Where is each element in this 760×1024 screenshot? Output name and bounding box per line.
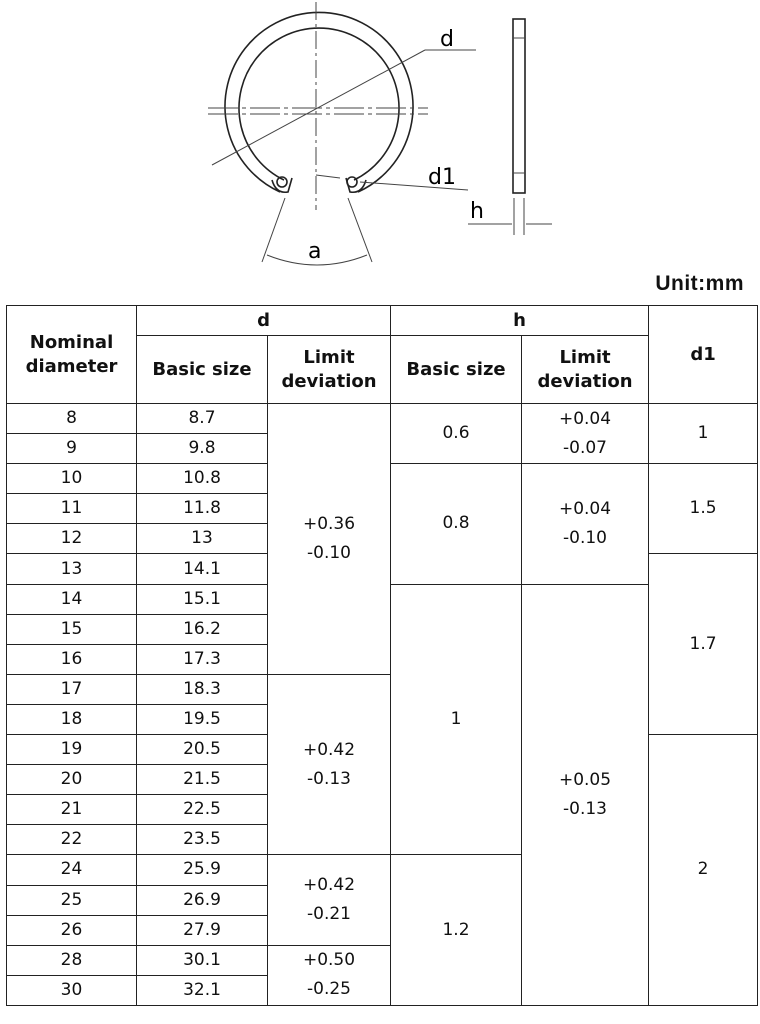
circlip-diagram xyxy=(200,0,560,270)
minus-deviation: -0.07 xyxy=(563,437,608,458)
h-limit-deviation-cell xyxy=(522,584,649,1005)
nominal-diameter-cell: 26 xyxy=(7,915,137,945)
nominal-diameter-cell: 24 xyxy=(7,855,137,885)
d-basic-size-cell: 17.3 xyxy=(137,644,268,674)
header-d1: d1 xyxy=(649,306,758,404)
nominal-diameter-cell: 16 xyxy=(7,644,137,674)
plus-deviation: +0.04 xyxy=(558,498,612,519)
d-basic-size-cell: 30.1 xyxy=(137,945,268,975)
d-basic-size-cell: 20.5 xyxy=(137,735,268,765)
header-h-basic-size: Basic size xyxy=(391,336,522,404)
ring-inner xyxy=(239,28,399,180)
ring-outer xyxy=(225,12,413,192)
h-limit-deviation-cell xyxy=(522,404,649,464)
nominal-diameter-cell: 28 xyxy=(7,945,137,975)
d-basic-size-cell: 11.8 xyxy=(137,494,268,524)
nominal-diameter-cell: 9 xyxy=(7,434,137,464)
d-limit-deviation-cell xyxy=(268,855,391,945)
d1-cell: 2 xyxy=(649,735,758,1006)
d-basic-size-cell: 21.5 xyxy=(137,765,268,795)
d-basic-size-cell: 27.9 xyxy=(137,915,268,945)
h-basic-size-cell: 0.6 xyxy=(391,404,522,464)
nominal-diameter-cell: 15 xyxy=(7,614,137,644)
plus-deviation: +0.50 xyxy=(302,950,356,971)
nominal-diameter-cell: 18 xyxy=(7,704,137,734)
nominal-diameter-cell: 10 xyxy=(7,464,137,494)
nominal-diameter-cell: 25 xyxy=(7,885,137,915)
nominal-diameter-cell: 22 xyxy=(7,825,137,855)
nominal-diameter-cell: 20 xyxy=(7,765,137,795)
d-limit-deviation-cell xyxy=(268,674,391,855)
d-basic-size-cell: 8.7 xyxy=(137,404,268,434)
d-basic-size-cell: 10.8 xyxy=(137,464,268,494)
nominal-diameter-cell: 8 xyxy=(7,404,137,434)
d-limit-deviation-cell xyxy=(268,945,391,1005)
h-basic-size-cell: 0.8 xyxy=(391,464,522,584)
plus-deviation: +0.42 xyxy=(302,875,356,896)
d-basic-size-cell: 23.5 xyxy=(137,825,268,855)
minus-deviation: -0.21 xyxy=(307,904,351,925)
minus-deviation: -0.13 xyxy=(307,768,351,789)
h-basic-size-cell: 1 xyxy=(391,584,522,855)
d-basic-size-cell: 25.9 xyxy=(137,855,268,885)
label-d1: d1 xyxy=(428,165,456,190)
d-limit-deviation-cell xyxy=(268,404,391,675)
nominal-diameter-cell: 19 xyxy=(7,735,137,765)
d1-cell: 1 xyxy=(649,404,758,464)
label-a: a xyxy=(308,239,322,264)
d-basic-size-cell: 13 xyxy=(137,524,268,554)
nominal-diameter-cell: 14 xyxy=(7,584,137,614)
plus-deviation: +0.42 xyxy=(302,739,356,760)
table-row xyxy=(7,404,758,434)
nominal-diameter-cell: 13 xyxy=(7,554,137,584)
d1-cell: 1.5 xyxy=(649,464,758,554)
plus-deviation: +0.36 xyxy=(302,513,356,534)
plus-deviation: +0.04 xyxy=(558,408,612,429)
header-d: d xyxy=(137,306,391,336)
header-d-basic-size: Basic size xyxy=(137,336,268,404)
header-nominal-diameter: Nominal diameter xyxy=(7,306,137,404)
h-limit-deviation-cell xyxy=(522,464,649,584)
d-basic-size-cell: 18.3 xyxy=(137,674,268,704)
d-basic-size-cell: 14.1 xyxy=(137,554,268,584)
d-basic-size-cell: 15.1 xyxy=(137,584,268,614)
d-basic-size-cell: 19.5 xyxy=(137,704,268,734)
d1-cell: 1.7 xyxy=(649,554,758,735)
d-basic-size-cell: 22.5 xyxy=(137,795,268,825)
nominal-diameter-cell: 11 xyxy=(7,494,137,524)
minus-deviation: -0.10 xyxy=(563,527,608,548)
header-h: h xyxy=(391,306,649,336)
d-basic-size-cell: 32.1 xyxy=(137,975,268,1005)
label-d: d xyxy=(440,27,454,52)
minus-deviation: -0.13 xyxy=(563,798,608,819)
unit-label: Unit:mm xyxy=(655,272,744,295)
h-basic-size-cell: 1.2 xyxy=(391,855,522,1005)
label-h: h xyxy=(470,199,484,224)
header-h-limit-deviation: Limit deviation xyxy=(522,336,649,404)
header-d-limit-deviation: Limit deviation xyxy=(268,336,391,404)
dimension-table xyxy=(6,305,758,1006)
nominal-diameter-cell: 17 xyxy=(7,674,137,704)
nominal-diameter-cell: 30 xyxy=(7,975,137,1005)
d-basic-size-cell: 26.9 xyxy=(137,885,268,915)
minus-deviation: -0.25 xyxy=(307,979,351,1000)
minus-deviation: -0.10 xyxy=(307,542,351,563)
nominal-diameter-cell: 12 xyxy=(7,524,137,554)
plus-deviation: +0.05 xyxy=(558,769,612,790)
d-basic-size-cell: 9.8 xyxy=(137,434,268,464)
nominal-diameter-cell: 21 xyxy=(7,795,137,825)
d-basic-size-cell: 16.2 xyxy=(137,614,268,644)
